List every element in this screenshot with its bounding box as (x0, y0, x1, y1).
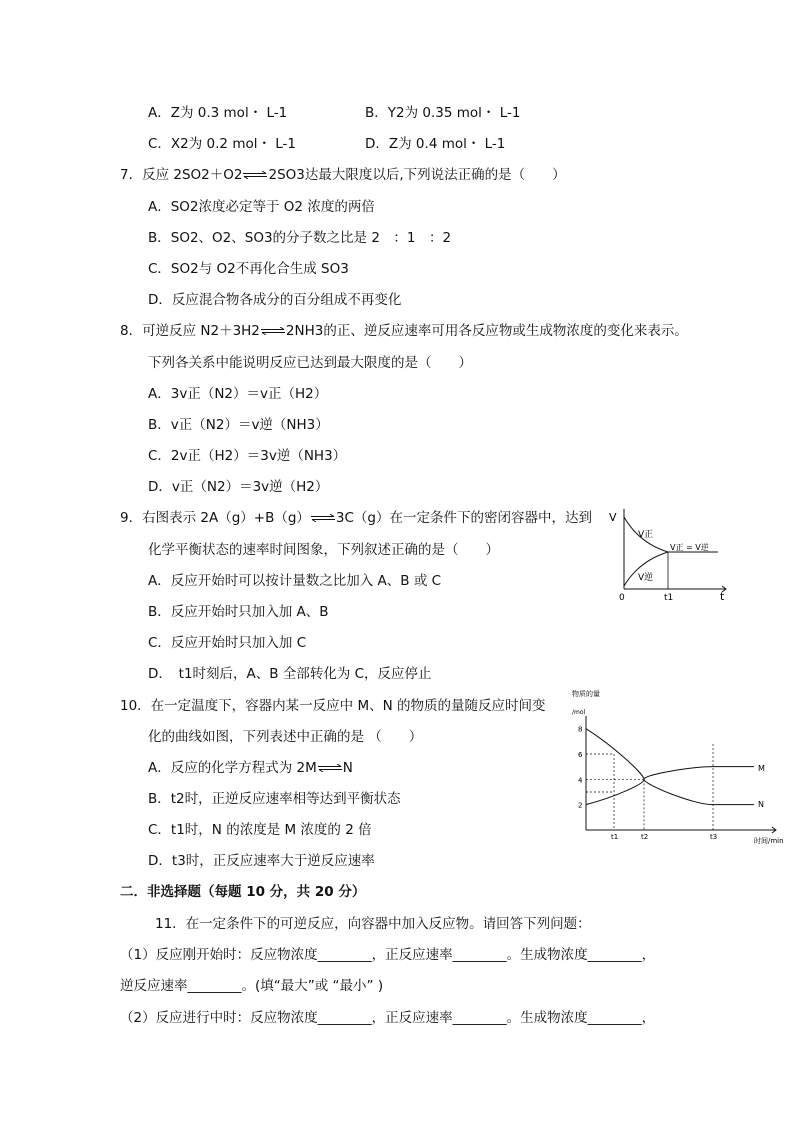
q8-stem: 8．可逆反应 N2＋3H2 2NH3的正、逆反应速率可用各反应物或生成物浓度的变化来表示。 (120, 323, 688, 339)
q9-stem: 9．右图表示 2A（g）+B（g） 3C（g）在一定条件下的密闭容器中，达到 (120, 510, 593, 526)
q6-option-a: A．Z为 0.3 mol・ L-1 (148, 105, 288, 121)
equilibrium-arrow-icon (260, 327, 286, 335)
q9-option-a: A．反应开始时可以按计量数之比加入 A、B 或 C (148, 573, 442, 589)
q10-option-d: D．t3时，正反应速率大于逆反应速率 (148, 853, 375, 869)
equilibrium-arrow-icon (242, 171, 268, 179)
q9-option-b: B．反应开始时只加入加 A、B (148, 604, 329, 620)
t1-tick-label: t1 (664, 593, 674, 603)
q9-stem-line2: 化学平衡状态的速率时间图象，下列叙述正确的是（ ） (148, 542, 499, 558)
q11-part1-line1: （1）反应刚开始时：反应物浓度________，正反应速率________。生成物浓度________， (120, 947, 656, 963)
equilibrium-arrow-icon (317, 764, 343, 772)
q8-option-b: B．v正（N2）＝v逆（NH3） (148, 417, 329, 433)
q8-option-a: A．3v正（N2）＝v正（H2） (148, 386, 328, 402)
equal-rate-label: V正 = V逆 (670, 543, 709, 552)
q9-rate-time-chart (604, 503, 734, 603)
q6-option-b: B．Y2为 0.35 mol・ L-1 (365, 105, 521, 121)
origin-label: 0 (619, 593, 625, 603)
y-axis-unit: /mol (572, 709, 586, 716)
q7-option-b: B．SO2、O2、SO3的分子数之比是 2 ：1 ：2 (148, 230, 452, 246)
q9-option-c: C．反应开始时只加入加 C (148, 635, 307, 651)
x-tick-label: t2 (641, 833, 649, 841)
q11-part2-line1: （2）反应进行中时：反应物浓度________，正反应速率________。生成物浓度________， (120, 1010, 656, 1026)
q6-option-c: C．X2为 0.2 mol・ L-1 (148, 136, 297, 152)
y-tick-label: 8 (578, 725, 583, 734)
x-tick-label: t1 (611, 833, 619, 841)
q10-amount-time-chart (566, 686, 788, 846)
q10-option-a: A．反应的化学方程式为 2M N (148, 760, 353, 776)
x-tick-label: t3 (710, 833, 718, 841)
q10-stem: 10．在一定温度下，容器内某一反应中 M、N 的物质的量随反应时间变 (120, 698, 546, 714)
q10-option-c: C．t1时，N 的浓度是 M 浓度的 2 倍 (148, 822, 372, 838)
q7-option-c: C．SO2与 O2不再化合生成 SO3 (148, 261, 349, 277)
section2-title: 二．非选择题（每题 10 分，共 20 分） (120, 884, 366, 900)
q10-option-b: B．t2时，正逆反应速率相等达到平衡状态 (148, 791, 401, 807)
reverse-rate-label: V逆 (638, 573, 654, 583)
y-tick-label: 2 (578, 801, 583, 810)
q11-part1-line2: 逆反应速率________。(填“最大”或 “最小” ) (120, 978, 384, 994)
y-axis-label: 物质的量 (572, 690, 600, 698)
q11-stem: 11．在一定条件下的可逆反应，向容器中加入反应物。请回答下列问题： (155, 916, 591, 932)
q9-option-d: D． t1时刻后，A、B 全部转化为 C，反应停止 (148, 666, 432, 682)
q8-option-c: C．2v正（H2）＝3v逆（NH3） (148, 448, 347, 464)
x-axis-label: t (720, 590, 725, 603)
y-tick-label: 4 (578, 776, 583, 785)
equilibrium-arrow-icon (310, 514, 336, 522)
forward-rate-label: V正 (638, 530, 654, 540)
q7-option-d: D．反应混合物各成分的百分组成不再变化 (148, 292, 402, 308)
series-n-label: N (758, 800, 764, 809)
series-m-label: M (758, 764, 765, 773)
q8-option-d: D．v正（N2）＝3v逆（H2） (148, 479, 329, 495)
q6-option-d: D．Z为 0.4 mol・ L-1 (365, 136, 506, 152)
q10-stem-line2: 化的曲线如图，下列表述中正确的是 （ ） (148, 729, 423, 745)
q7-option-a: A．SO2浓度必定等于 O2 浓度的两倍 (148, 199, 375, 215)
x-axis-label: 时间/min (754, 837, 784, 845)
y-axis-label: V (609, 511, 617, 524)
series-m-curve (586, 767, 754, 805)
q7-stem: 7．反应 2SO2＋O2 2SO3达最大限度以后,下列说法正确的是（ ） (120, 167, 566, 183)
q8-stem-line2: 下列各关系中能说明反应已达到最大限度的是（ ） (148, 355, 472, 371)
y-tick-label: 6 (578, 751, 583, 759)
